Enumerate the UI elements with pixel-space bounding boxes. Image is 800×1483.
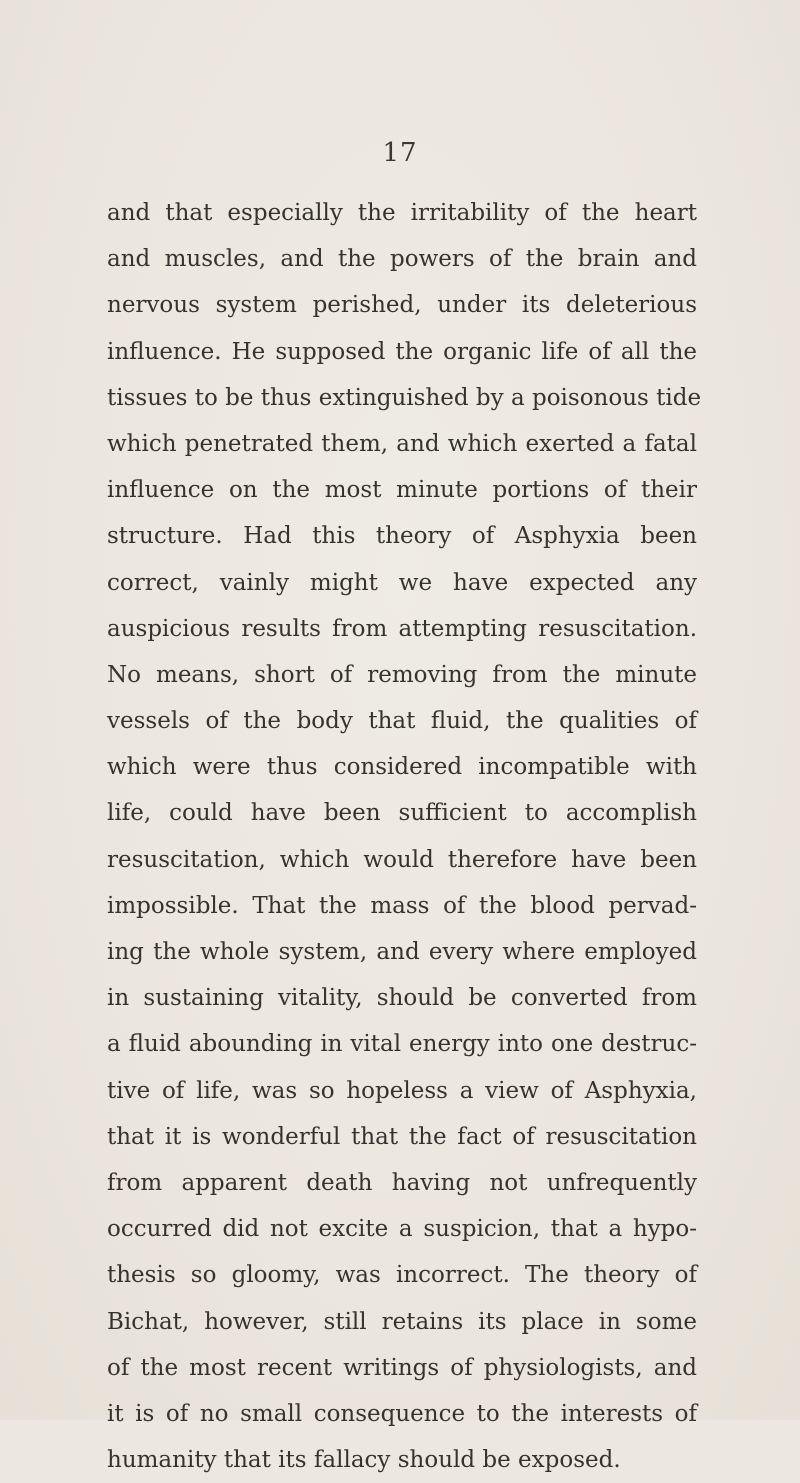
text-line: that it is wonderful that the fact of resuscitation bbox=[107, 1123, 697, 1150]
text-line: occurred did not excite a suspicion, that a hypo- bbox=[107, 1216, 697, 1243]
text-line: ing the whole system, and every where employed bbox=[107, 939, 697, 965]
text-line: influence. He supposed the organic life of all the bbox=[107, 338, 697, 365]
text-line: Bichat, however, still retains its place in some bbox=[107, 1308, 697, 1335]
text-line: of the most recent writings of physiologists, and bbox=[107, 1354, 697, 1381]
text-line: it is of no small consequence to the interests of bbox=[107, 1400, 697, 1427]
text-line: influence on the most minute portions of their bbox=[107, 477, 697, 504]
text-line: which penetrated them, and which exerted a fatal bbox=[107, 430, 697, 457]
text-line: a fluid abounding in vital energy into one destruc- bbox=[107, 1031, 697, 1058]
text-line: No means, short of removing from the minute bbox=[107, 661, 697, 688]
text-line: impossible. That the mass of the blood pervad- bbox=[107, 892, 697, 919]
text-line: resuscitation, which would therefore have been bbox=[107, 846, 697, 873]
text-line: in sustaining vitality, should be converted from bbox=[107, 985, 697, 1012]
body-text bbox=[107, 190, 702, 1483]
text-line: life, could have been sufficient to accomplish bbox=[107, 800, 697, 827]
text-line: from apparent death having not unfrequently bbox=[107, 1169, 697, 1196]
text-line: structure. Had this theory of Asphyxia been bbox=[107, 523, 697, 550]
text-line: thesis so gloomy, was incorrect. The theory of bbox=[107, 1262, 697, 1289]
text-line: tive of life, was so hopeless a view of Asphyxia, bbox=[107, 1077, 697, 1104]
text-line: and muscles, and the powers of the brain and bbox=[107, 246, 697, 273]
text-line: humanity that its fallacy should be exposed. bbox=[107, 1447, 621, 1474]
text-line: which were thus considered incompatible with bbox=[107, 754, 697, 781]
text-line: and that especially the irritability of the heart bbox=[107, 200, 697, 226]
text-line: vessels of the body that fluid, the qualities of bbox=[107, 708, 697, 735]
text-line: nervous system perished, under its deleterious bbox=[107, 292, 697, 319]
text-line: correct, vainly might we have expected any bbox=[107, 569, 697, 596]
text-line: tissues to be thus extinguished by a poisonous tide bbox=[107, 384, 702, 411]
page-number: 17 bbox=[382, 138, 418, 168]
text-line: auspicious results from attempting resuscitation. bbox=[107, 615, 697, 642]
